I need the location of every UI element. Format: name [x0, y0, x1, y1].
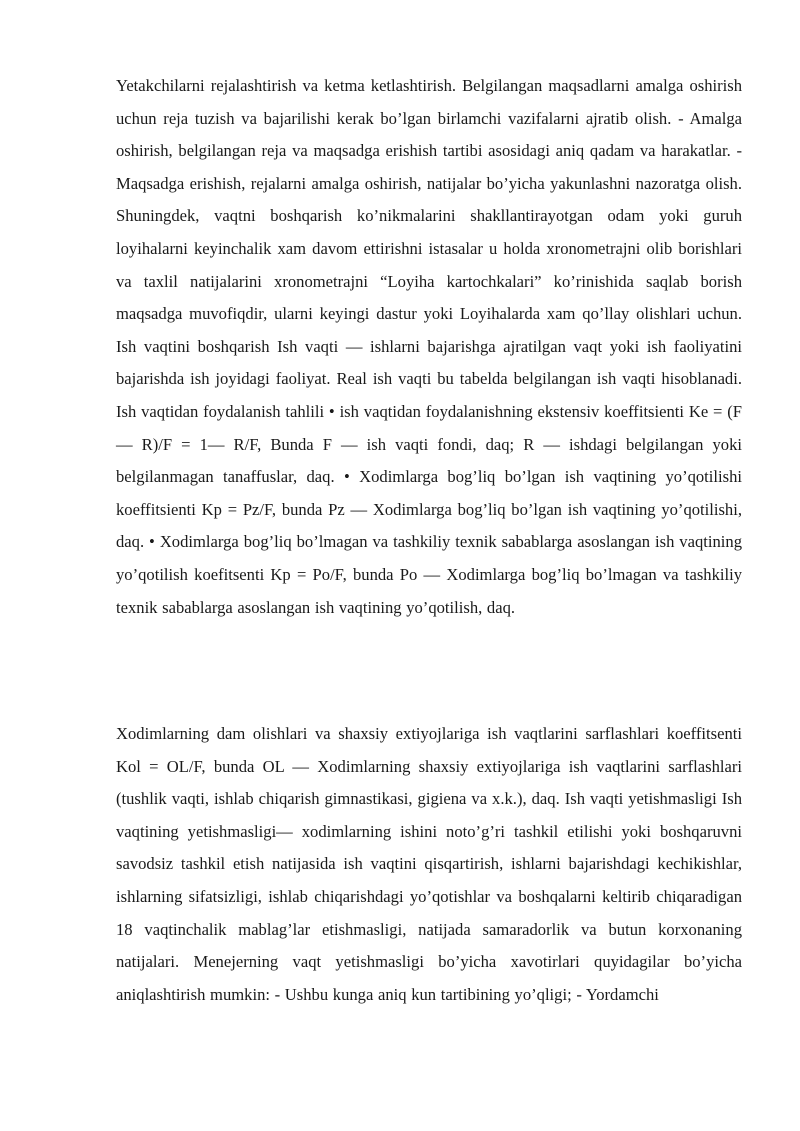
- paragraph-2: Xodimlarning dam olishlari va shaxsiy extiyojlariga ish vaqtlarini sarflashlari koeffitsenti Kol = OL/F, bunda OL — Xodimlarning shaxsiy extiyojlariga ish vaqtlarini sarflashlari (tushlik vaqti, ishlab chiqarish gimnastikasi, gigiena va x.k.), daq. Ish vaqti yetishmasligi Ish vaqtining yetishmasligi— xodimlarning ishini noto’g’ri tashkil etilishi yoki boshqaruvni savodsiz tashkil etish natijasida ish vaqtini qisqartirish, ishlarni bajarishdagi kechikishlar, ishlarning sifatsizligi, ishlab chiqarishdagi yo’qotishlar va boshqalarni keltirib chiqaradigan 18 vaqtinchalik mablag’lar etishmasligi, natijada samaradorlik va butun korxonaning natijalari. Menejerning vaqt yetishmasligi bo’yicha xavotirlari quyidagilar bo’yicha aniqlashtirish mumkin: - Ushbu kunga aniq kun tartibining yo’qligi; - Yordamchi: [116, 724, 742, 1004]
- paragraph-1: Yetakchilarni rejalashtirish va ketma ketlashtirish. Belgilangan maqsadlarni amalga oshirish uchun reja tuzish va bajarilishi kerak bo’lgan birlamchi vazifalarni ajratib olish. - Amalga oshirish, belgilangan reja va maqsadga erishish tartibi asosidagi aniq qadam va harakatlar. - Maqsadga erishish, rejalarni amalga oshirish, natijalar bo’yicha yakunlashni nazoratga olish. Shuningdek, vaqtni boshqarish ko’nikmalarini shakllantirayotgan odam yoki guruh loyihalarni keyinchalik xam davom ettirishni istasalar u holda xronometrajni olib borishlari va taxlil natijalarini xronometrajni “Loyiha kartochkalari” ko’rinishida saqlab borish maqsadga muvofiqdir, ularni keyingi dastur yoki Loyihalarda xam qo’llay olishlari uchun. Ish vaqtini boshqarish Ish vaqti — ishlarni bajarishga ajratilgan vaqt yoki ish faoliyatini bajarishda ish joyidagi faoliyat. Real ish vaqti bu tabelda belgilangan ish vaqti hisoblanadi. Ish vaqtidan foydalanish tahlili • ish vaqtidan foydalanishning ekstensiv koeffitsienti Ke = (F — R)/F = 1— R/F, Bunda F — ish vaqti fondi, daq; R — ishdagi belgilangan yoki belgilanmagan tanaffuslar, daq. • Xodimlarga bog’liq bo’lgan ish vaqtining yo’qotilishi koeffitsienti Kp = Pz/F, bunda Pz — Xodimlarga bog’liq bo’lgan ish vaqtining yo’qotilishi, daq. • Xodimlarga bog’liq bo’lmagan va tashkiliy texnik sabablarga asoslangan ish vaqtining yo’qotilish koefitsenti Kp = Po/F, bunda Po — Xodimlarga bog’liq bo’lmagan va tashkiliy texnik sabablarga asoslangan ish vaqtining yo’qotilish, daq.: [116, 76, 742, 617]
